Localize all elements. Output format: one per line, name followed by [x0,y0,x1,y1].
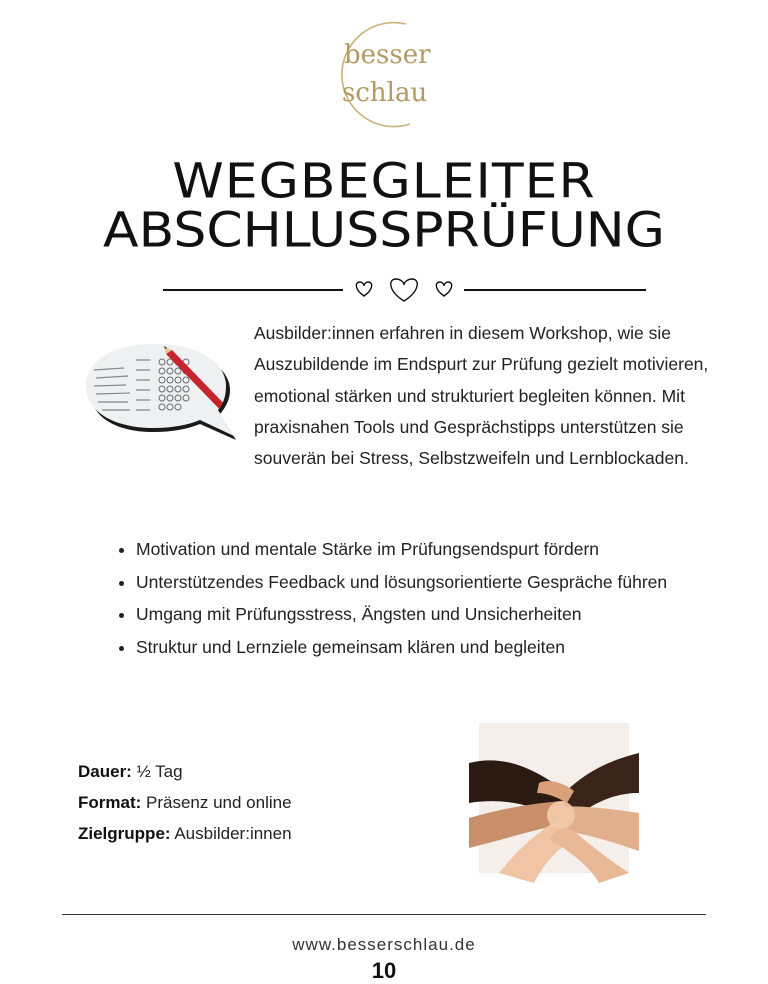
logo-word-2: schlau [342,78,428,108]
brand-logo [318,18,454,130]
exam-sheet-pencil-bubble-icon [84,340,238,440]
workshop-details [78,756,292,849]
list-item: • Umgang mit Prüfungsstress, Ängsten und Unsicherheiten [136,598,756,631]
list-item: • Struktur und Lernziele gemeinsam klären und begleiten [136,631,756,664]
list-item: • Unterstützendes Feedback und lösungsorientierte Gespräche führen [136,566,756,599]
audience-value: Ausbilder:innen [170,824,292,843]
logo-word-1: besser [344,40,431,70]
format-value: Präsenz und online [141,793,292,812]
duration-row [78,756,292,787]
page-title-line-1: WEGBEGLEITER [172,154,596,210]
page-number: 10 [371,958,397,983]
heart-small-right-icon [436,282,451,296]
heart-small-left-icon [356,282,371,296]
divider-left [163,289,343,291]
divider-right [464,289,646,291]
format-label: Format: [78,793,142,812]
benefit-list [118,533,756,663]
logo-arc-icon [318,18,454,130]
team-hands-photo [479,723,629,873]
format-row [78,787,292,818]
footer-divider [62,914,706,915]
duration-label: Dauer: [78,762,132,781]
list-item: • Motivation und mentale Stärke im Prüfungsendspurt fördern [136,533,756,566]
duration-value: ½ Tag [131,762,183,781]
team-hands-icon [479,723,629,873]
footer-website-link[interactable]: www.besserschlau.de [292,935,476,954]
intro-paragraph: Ausbilder:innen erfahren in diesem Workshop, wie sie Auszubildende im Endspurt zur Prüfung gezielt motivieren, emotional stärken und strukturiert begleiten können. Mit praxisnahen Tools und Gesprächstipps unterstützen sie souverän bei Stress, Selbstzweifeln und Lernblockaden. [254,323,709,469]
audience-row [78,818,292,849]
hearts-ornament [350,274,460,304]
page-title-line-2: ABSCHLUSSPRÜFUNG [103,203,665,259]
audience-label: Zielgruppe: [78,824,171,843]
heart-large-icon [391,279,418,301]
